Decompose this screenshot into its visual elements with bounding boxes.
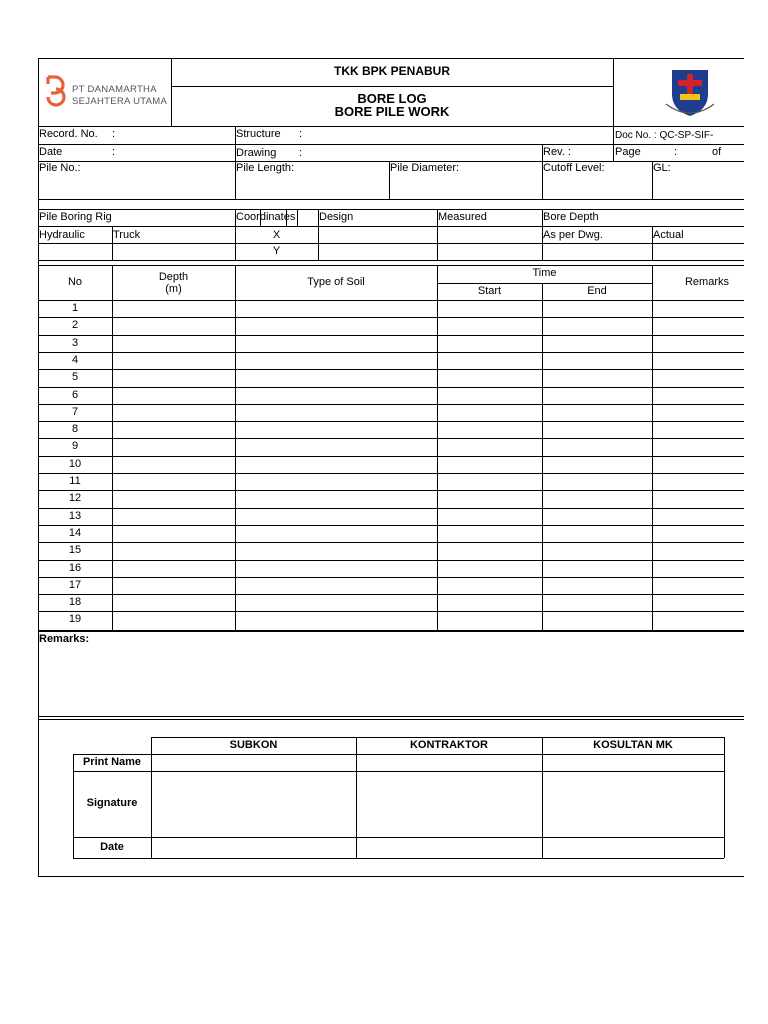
rule bbox=[356, 737, 357, 858]
pile-boring-rig-label: Pile Boring Rig bbox=[39, 211, 112, 223]
table-row-line bbox=[38, 369, 744, 370]
rule bbox=[38, 144, 744, 145]
rule bbox=[235, 265, 236, 630]
table-row-line bbox=[38, 438, 744, 439]
drawing-colon: : bbox=[299, 147, 303, 159]
table-row-line bbox=[38, 594, 744, 595]
page-of-label: of bbox=[712, 146, 722, 158]
remarks-label: Remarks: bbox=[39, 633, 90, 645]
rule bbox=[151, 737, 724, 738]
col-remarks-header: Remarks bbox=[684, 276, 729, 288]
rule bbox=[542, 283, 543, 630]
coordinates-label: Coordinates bbox=[236, 211, 296, 223]
as-per-dwg-label: As per Dwg. bbox=[543, 229, 603, 241]
table-row-number: 15 bbox=[68, 544, 82, 557]
table-row-number: 4 bbox=[71, 353, 79, 366]
table-row-number: 13 bbox=[68, 509, 82, 522]
table-row-number: 14 bbox=[68, 526, 82, 539]
col-no-header: No bbox=[67, 276, 83, 288]
actual-label: Actual bbox=[653, 229, 684, 241]
table-row-number: 18 bbox=[68, 596, 82, 609]
doc-no-label: Doc No. : QC-SP-SIF- bbox=[615, 130, 714, 141]
date-label: Date bbox=[39, 146, 63, 158]
company-name-line2: SEJAHTERA UTAMA bbox=[72, 96, 168, 107]
pile-length-label: Pile Length: bbox=[236, 162, 295, 174]
rule bbox=[73, 754, 724, 755]
table-row-line bbox=[38, 490, 744, 491]
table-row-number: 5 bbox=[71, 371, 79, 384]
page-colon: : bbox=[674, 146, 678, 158]
sig-row-print-name: Print Name bbox=[82, 756, 142, 768]
col-end-header: End bbox=[587, 285, 607, 297]
rule bbox=[73, 837, 724, 838]
rule bbox=[38, 630, 744, 632]
rule bbox=[73, 858, 724, 859]
rule bbox=[38, 126, 744, 127]
rev-label: Rev. : bbox=[543, 146, 571, 158]
table-row-line bbox=[38, 577, 744, 578]
table-row-line bbox=[38, 473, 744, 474]
hydraulic-label: Hydraulic bbox=[39, 229, 85, 241]
rule bbox=[171, 86, 613, 87]
sig-col-subkon: SUBKON bbox=[229, 739, 278, 751]
coord-y-label: Y bbox=[272, 245, 281, 257]
rule bbox=[38, 243, 744, 244]
design-label: Design bbox=[319, 211, 354, 223]
table-row-number: 17 bbox=[68, 578, 82, 591]
table-row-number: 6 bbox=[71, 388, 79, 401]
table-row-number: 8 bbox=[71, 423, 79, 436]
structure-label: Structure bbox=[236, 128, 281, 140]
date-colon: : bbox=[112, 146, 116, 158]
table-row-line bbox=[38, 560, 744, 561]
drawing-label: Drawing bbox=[236, 147, 277, 159]
table-row-line bbox=[38, 387, 744, 388]
structure-colon: : bbox=[299, 128, 303, 140]
rule bbox=[542, 737, 543, 858]
table-row-line bbox=[38, 404, 744, 405]
rule bbox=[38, 876, 744, 877]
cutoff-level-label: Cutoff Level: bbox=[543, 162, 605, 174]
table-row-number: 2 bbox=[71, 319, 79, 332]
col-time-header: Time bbox=[532, 267, 557, 279]
rule bbox=[38, 260, 744, 261]
coord-x-label: X bbox=[272, 229, 281, 241]
school-crest-icon bbox=[656, 64, 724, 122]
table-row-line bbox=[38, 335, 744, 336]
sig-col-kontraktor: KONTRAKTOR bbox=[409, 739, 488, 751]
rule bbox=[613, 126, 614, 161]
pile-diameter-label: Pile Diameter: bbox=[390, 162, 460, 174]
table-row-number: 19 bbox=[68, 613, 82, 626]
table-row-number: 9 bbox=[71, 440, 79, 453]
table-row-line bbox=[38, 421, 744, 422]
rule bbox=[652, 265, 653, 630]
table-row-number: 10 bbox=[68, 457, 82, 470]
rule bbox=[38, 719, 744, 720]
table-row-number: 16 bbox=[68, 561, 82, 574]
rule bbox=[437, 265, 438, 630]
col-start-header: Start bbox=[477, 285, 502, 297]
company-logo-icon bbox=[44, 74, 68, 108]
rule bbox=[38, 716, 744, 717]
table-row-line bbox=[38, 508, 744, 509]
col-depth-header: Depth bbox=[158, 271, 189, 283]
measured-label: Measured bbox=[438, 211, 487, 223]
rule bbox=[38, 265, 744, 266]
project-title: TKK BPK PENABUR bbox=[333, 64, 450, 78]
rule bbox=[38, 226, 744, 227]
company-name-line1: PT DANAMARTHA bbox=[72, 84, 157, 95]
record-no-colon: : bbox=[112, 128, 116, 140]
record-no-label: Record. No. bbox=[39, 128, 98, 140]
truck-label: Truck bbox=[113, 229, 141, 241]
table-row-line bbox=[38, 317, 744, 318]
rule bbox=[38, 199, 744, 200]
gl-label: GL: bbox=[653, 162, 671, 174]
rule bbox=[112, 265, 113, 630]
table-row-line bbox=[38, 352, 744, 353]
sig-row-signature: Signature bbox=[86, 797, 138, 809]
rule bbox=[38, 209, 744, 210]
col-soil-header: Type of Soil bbox=[307, 276, 365, 288]
rule bbox=[297, 209, 298, 226]
table-row-number: 3 bbox=[71, 336, 79, 349]
col-depth-unit: (m) bbox=[165, 283, 182, 295]
bore-depth-label: Bore Depth bbox=[543, 211, 599, 223]
doc-title-line1: BORE LOG bbox=[357, 91, 427, 106]
table-row-line bbox=[38, 456, 744, 457]
rule bbox=[437, 283, 652, 284]
table-row-number: 1 bbox=[71, 302, 79, 314]
rule bbox=[73, 771, 724, 772]
rule bbox=[724, 737, 725, 858]
sig-col-konsultan: KOSULTAN MK bbox=[593, 739, 673, 751]
rule bbox=[613, 58, 614, 126]
table-row-line bbox=[38, 300, 744, 301]
pile-no-label: Pile No.: bbox=[39, 162, 81, 174]
table-row-number: 12 bbox=[68, 492, 82, 505]
rule bbox=[38, 58, 744, 59]
rule bbox=[151, 737, 152, 858]
table-row-number: 11 bbox=[69, 475, 81, 487]
table-row-line bbox=[38, 542, 744, 543]
table-row-line bbox=[38, 611, 744, 612]
page-label: Page bbox=[615, 146, 641, 158]
table-row-number: 7 bbox=[71, 405, 79, 418]
table-row-line bbox=[38, 525, 744, 526]
doc-title-line2: BORE PILE WORK bbox=[334, 104, 450, 119]
sig-row-date: Date bbox=[100, 841, 124, 853]
